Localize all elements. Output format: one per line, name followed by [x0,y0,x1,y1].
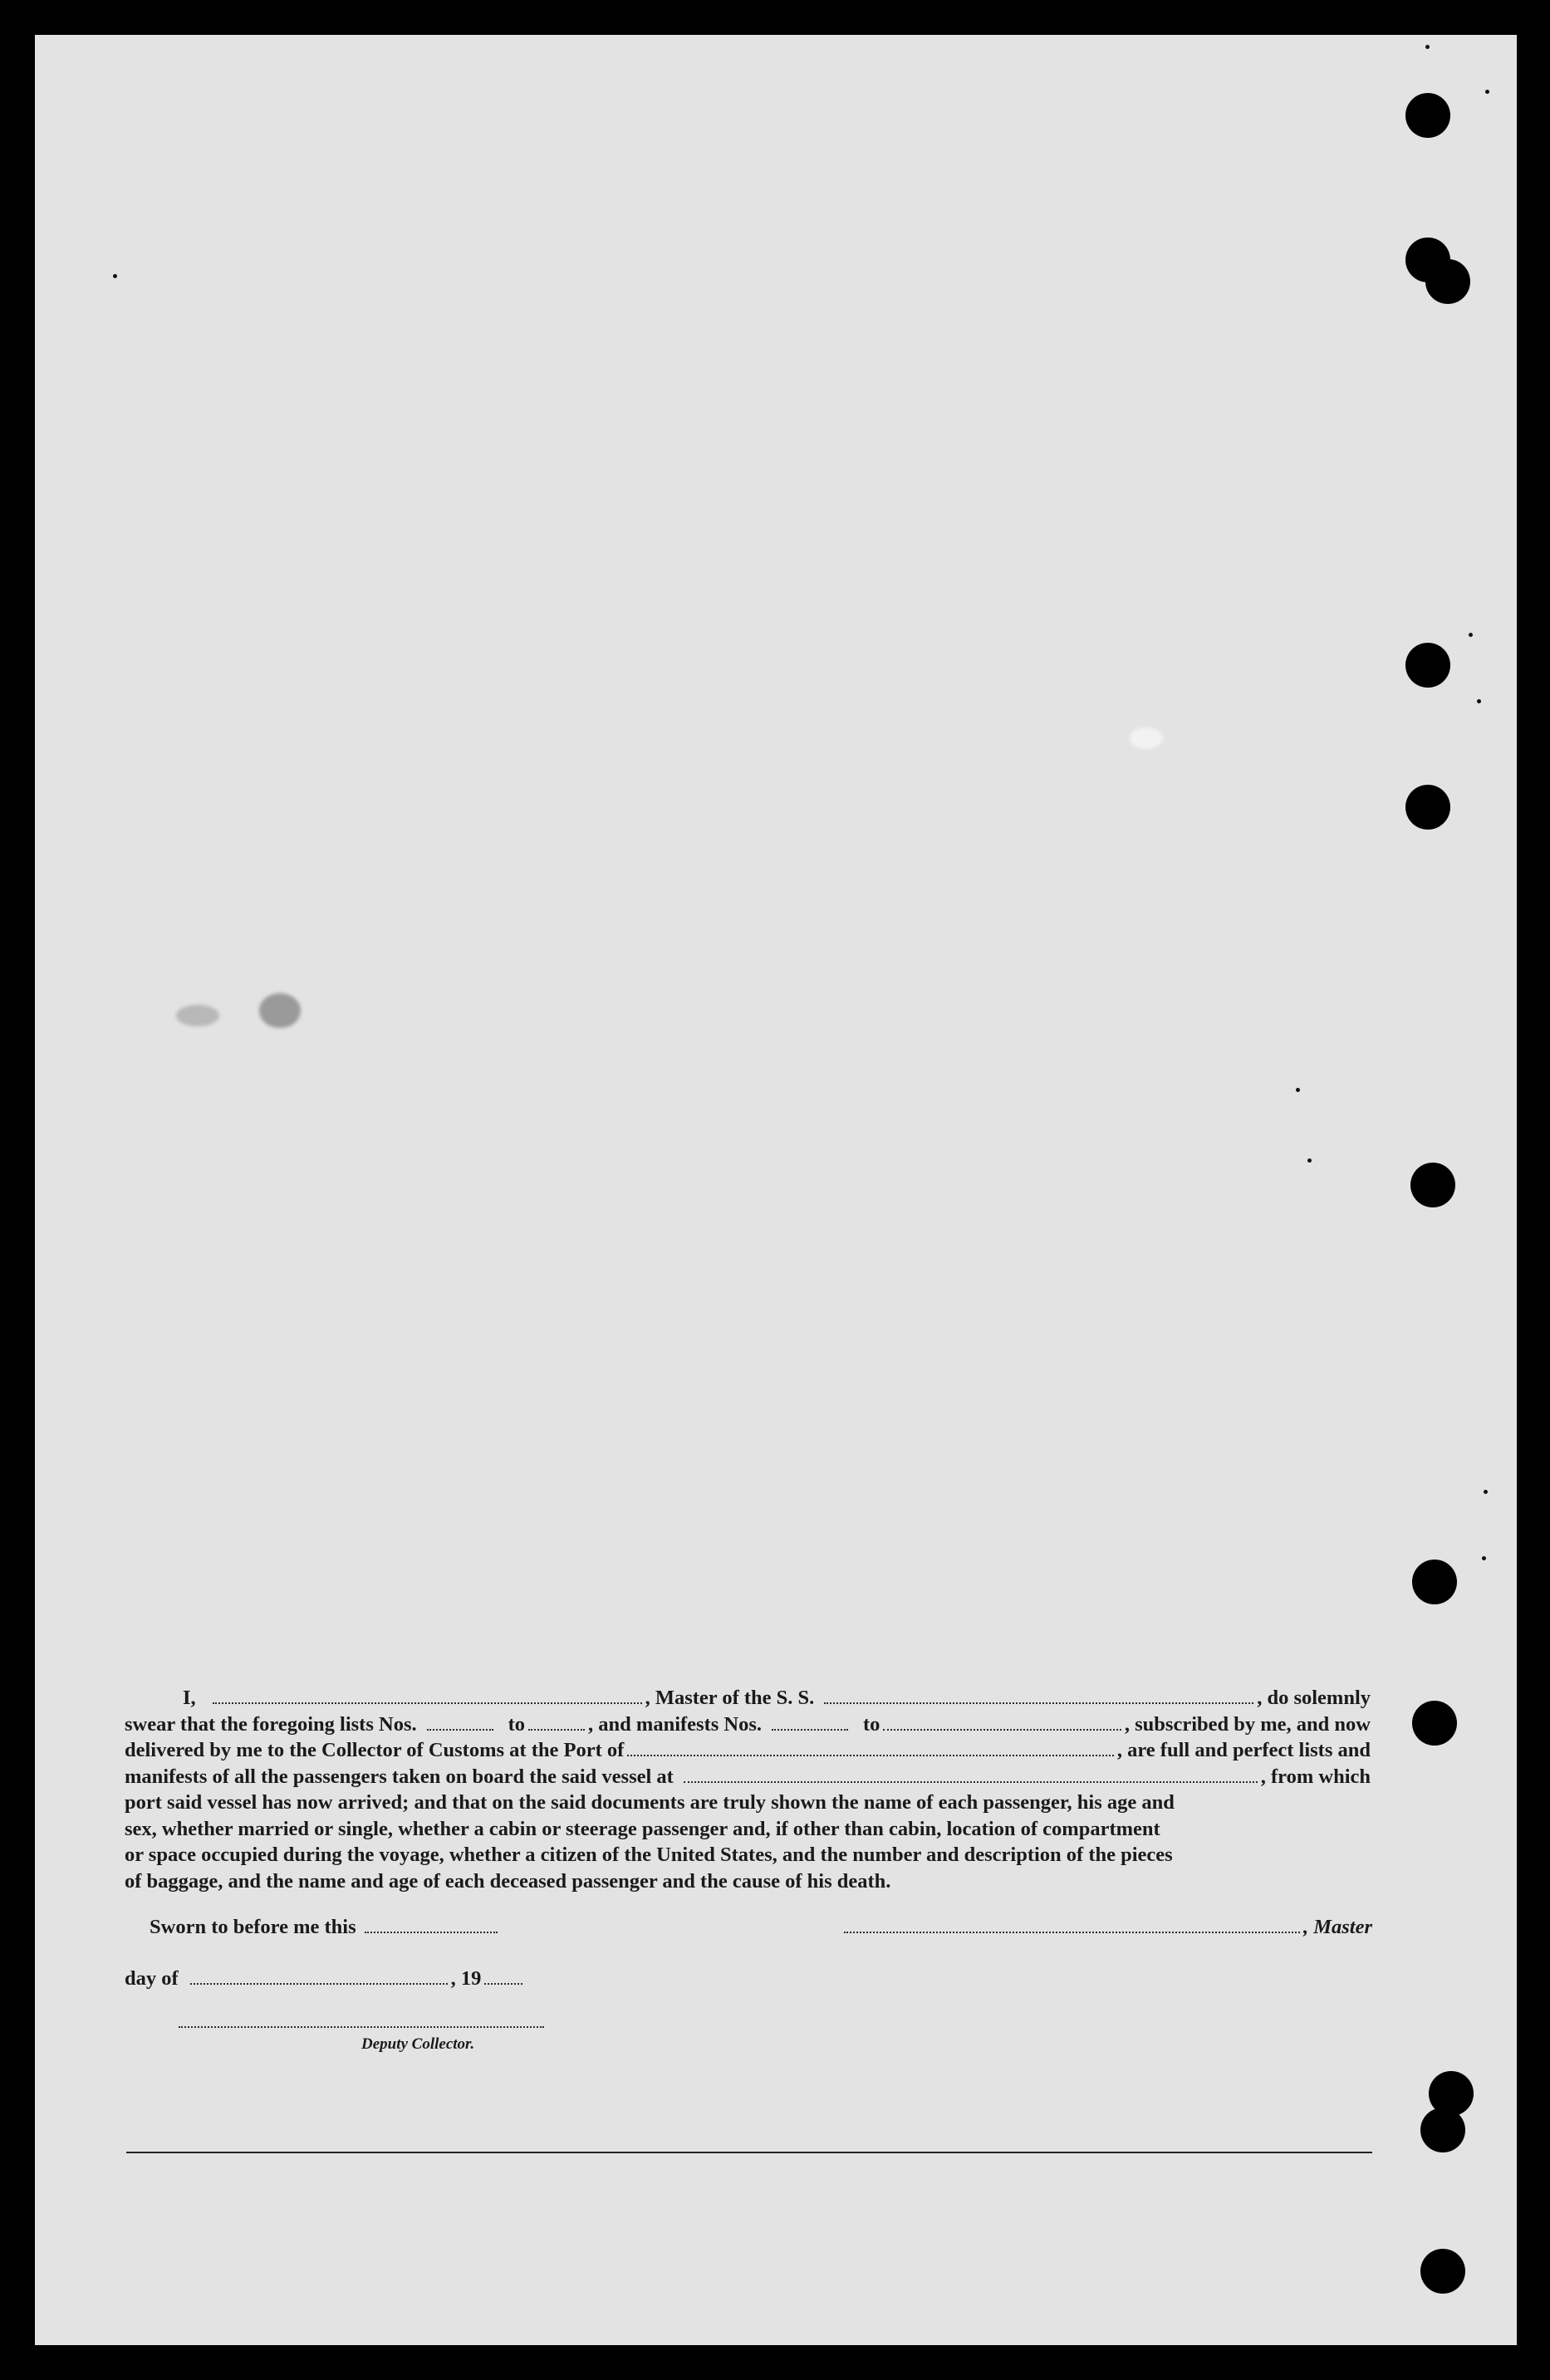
sworn-line [150,1915,501,1939]
oath-line [125,1816,1371,1843]
document-page [35,35,1517,2345]
oath-line [125,1737,1371,1764]
speck [1485,90,1489,94]
vessel-name-blank [824,1686,1253,1704]
speck [1307,1158,1312,1163]
oath-line [125,1712,1371,1738]
oath-text: , do solemnly [1257,1687,1371,1709]
manifests-from-blank [772,1712,848,1731]
month-blank [190,1966,448,1985]
speck [1482,1556,1486,1560]
speck [1477,699,1481,703]
punch-hole [1405,785,1450,830]
departure-port-blank [684,1765,1258,1783]
oath-text: , subscribed by me, and now [1124,1712,1371,1736]
oath-line [125,1790,1371,1816]
oath-text: sex, whether married or single, whether a cabin or steerage passenger and, if other than cabin, location of compartment [125,1817,1160,1840]
oath-line [125,1764,1371,1790]
speck [1296,1088,1300,1092]
date-line [125,1966,526,1991]
punch-hole [1405,643,1450,688]
deputy-collector-label: Deputy Collector. [361,2035,475,2053]
oath-text: , and manifests Nos. [588,1712,762,1736]
oath-text: , Master of the S. S. [645,1687,815,1709]
oath-text: , from which [1260,1765,1371,1788]
speck [1484,1490,1488,1494]
oath-line [125,1685,1371,1712]
oath-paragraph [125,1685,1371,1894]
speck [1425,45,1430,49]
oath-text: to [863,1712,880,1736]
sworn-label: Sworn to before me this [150,1916,356,1938]
year-blank [484,1966,522,1985]
smudge [176,1005,219,1026]
oath-text: , are full and perfect lists and [1116,1739,1371,1761]
master-name-blank [213,1686,642,1704]
smudge [1130,727,1163,749]
deputy-signature-blank [179,2026,544,2028]
day-of-label: day of [125,1967,179,1990]
bottom-rule [126,2152,1372,2153]
punch-hole [1412,1701,1457,1746]
manifests-to-blank [883,1712,1121,1731]
oath-line [125,1868,1371,1895]
punch-hole [1410,1163,1455,1207]
sworn-day-blank [365,1915,498,1933]
oath-text: port said vessel has now arrived; and that on the said documents are truly shown the name of each passenger, his age and [125,1791,1175,1814]
port-blank [627,1738,1114,1756]
master-signature-blank [844,1915,1300,1933]
oath-text: manifests of all the passengers taken on board the said vessel at [125,1765,674,1788]
oath-text: delivered by me to the Collector of Customs at the Port of [125,1739,625,1761]
oath-text: I, [183,1687,196,1709]
master-label: , Master [1302,1916,1372,1938]
oath-text: to [508,1712,526,1736]
oath-text: or space occupied during the voyage, whether a citizen of the United States, and the number and description of the pieces [125,1844,1173,1866]
year-label: , 19 [450,1967,482,1990]
punch-hole [1412,1560,1457,1604]
speck [113,274,117,278]
smudge [259,993,301,1028]
punch-hole [1420,2108,1465,2152]
lists-to-blank [528,1712,585,1731]
oath-text: of baggage, and the name and age of each deceased passenger and the cause of his death. [125,1869,891,1893]
punch-hole [1405,93,1450,138]
lists-from-blank [427,1712,493,1731]
master-signature-line [841,1915,1372,1939]
oath-line [125,1842,1371,1868]
punch-hole [1425,259,1470,304]
oath-text: swear that the foregoing lists Nos. [125,1712,417,1736]
punch-hole [1420,2249,1465,2294]
speck [1469,633,1473,637]
